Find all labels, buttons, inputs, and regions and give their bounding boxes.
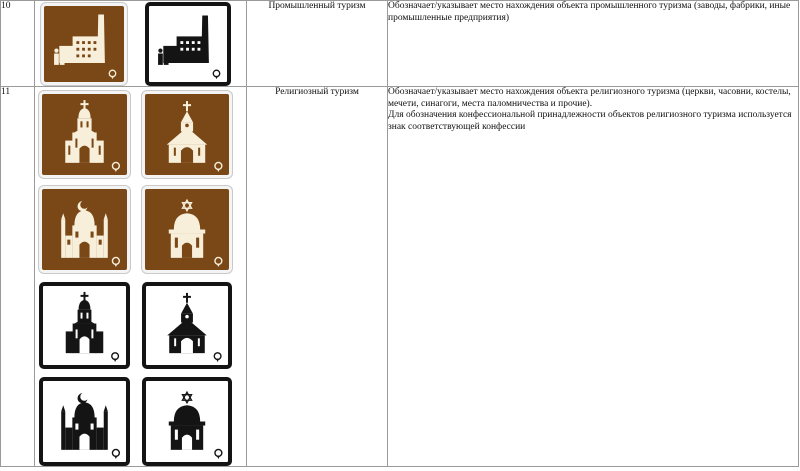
location-pin-icon: [213, 70, 219, 79]
row-number: 11: [1, 87, 35, 467]
mosque-sign-black-white: [39, 377, 130, 466]
location-pin-icon: [112, 162, 119, 172]
tourism-type-name: Промышленный туризм: [247, 1, 388, 87]
factory-icon: [149, 6, 227, 82]
location-pin-icon: [215, 449, 222, 459]
mosque-sign-brown: [39, 186, 130, 273]
row-number: 10: [1, 1, 35, 87]
location-pin-icon: [109, 70, 115, 79]
location-pin-icon: [215, 257, 222, 267]
location-pin-icon: [112, 353, 119, 362]
industrial-sign-black-white: [145, 2, 231, 86]
catholic-church-icon: [145, 94, 229, 175]
industrial-sign-brown: [41, 3, 127, 85]
synagogue-sign-black-white: [142, 377, 232, 466]
location-pin-icon: [112, 449, 119, 459]
catholic-church-icon: [146, 286, 228, 365]
description-line: Для обозначения конфессиональной принадлежности объектов религиозного туризма используется знак соответствующей конфессии: [388, 110, 792, 132]
location-pin-icon: [214, 353, 221, 362]
synagogue-icon: [145, 189, 229, 270]
orthodox-church-sign-brown: [39, 91, 130, 178]
location-pin-icon: [215, 162, 222, 172]
location-pin-icon: [112, 257, 119, 267]
mosque-icon: [42, 189, 127, 270]
orthodox-church-icon: [42, 94, 127, 175]
orthodox-church-icon: [43, 286, 126, 365]
tourism-type-description: [388, 87, 799, 467]
synagogue-icon: [146, 381, 228, 462]
factory-icon: [44, 6, 124, 82]
mosque-icon: [43, 381, 126, 462]
tourism-type-name: Религиозный туризм: [247, 87, 388, 467]
catholic-church-sign-black-white: [142, 282, 232, 369]
tourism-type-description: Обозначает/указывает место нахождения объекта промышленного туризма (заводы, фабрики, иные промышленные предприятия): [388, 1, 799, 87]
orthodox-church-sign-black-white: [39, 282, 130, 369]
synagogue-sign-brown: [142, 186, 232, 273]
catholic-church-sign-brown: [142, 91, 232, 178]
description-line: Обозначает/указывает место нахождения объекта религиозного туризма (церкви, часовни, костелы, мечети, синагоги, места паломничества и прочие).: [388, 87, 791, 109]
